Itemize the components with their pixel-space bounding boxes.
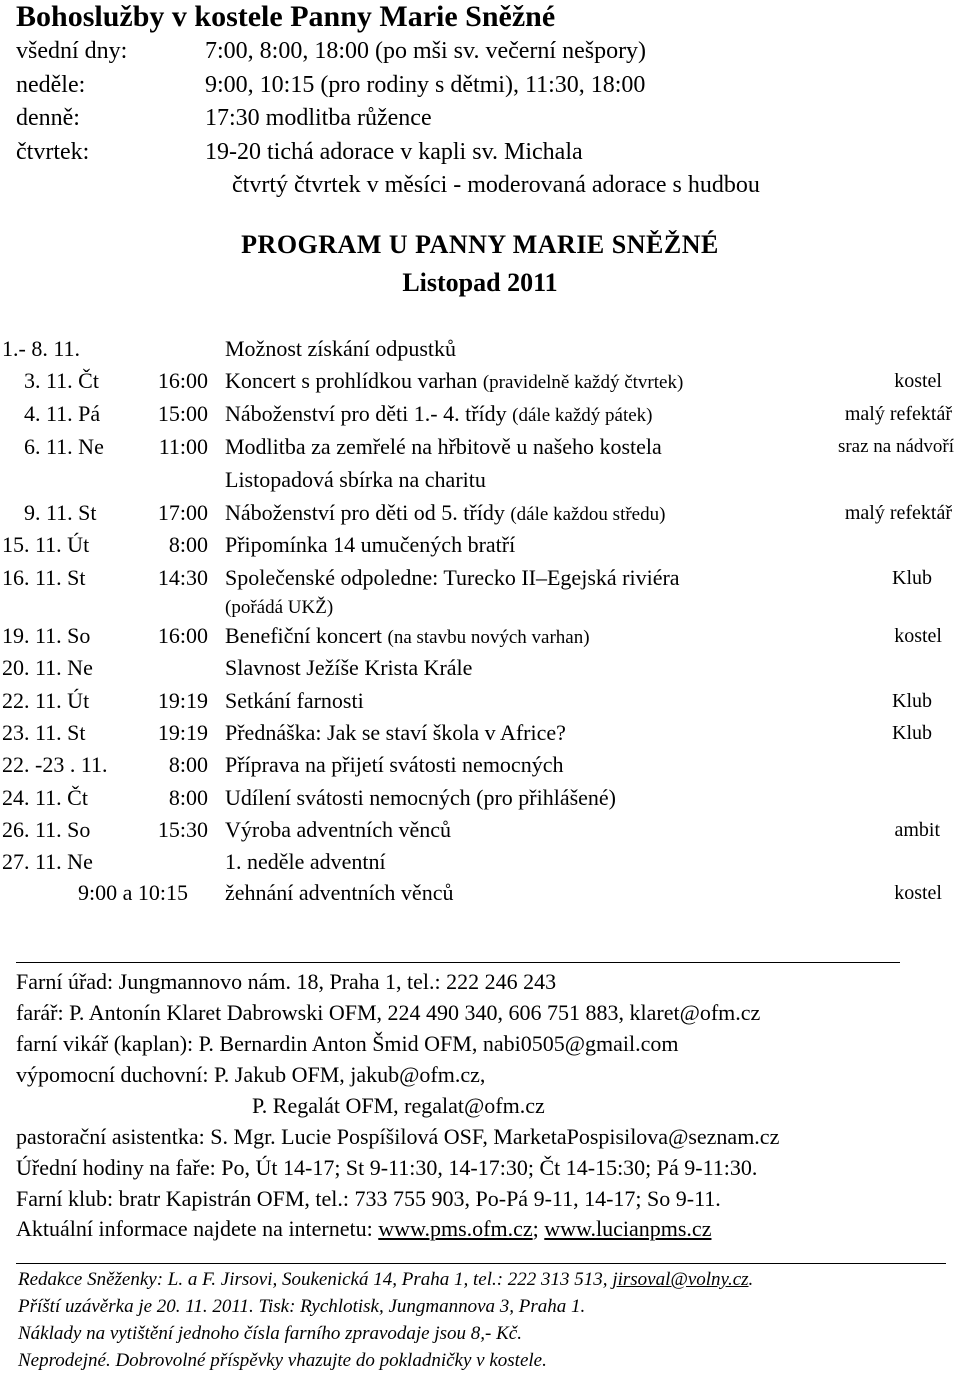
program-row	[0, 620, 960, 652]
program-row	[0, 685, 960, 717]
divider-line	[16, 1263, 946, 1264]
editorial-donations: Neprodejné. Dobrovolné příspěvky vhazujte do pokladničky v kostele.	[18, 1350, 547, 1371]
program-row	[0, 877, 960, 909]
row-date: 23. 11. St	[2, 720, 86, 745]
event-text: Náboženství pro děti 1.- 4. třídy	[225, 401, 513, 426]
row-time: 19:19	[157, 720, 208, 745]
event-note: (dále každý pátek)	[512, 405, 653, 426]
event-text: Slavnost Ježíše Krista Krále	[225, 655, 473, 680]
row-time: 8:00	[168, 785, 208, 810]
row-event	[225, 590, 333, 624]
program-row	[0, 333, 960, 365]
service-times-weekday: 7:00, 8:00, 18:00 (po mši sv. večerní nešpory)	[205, 38, 647, 64]
row-date: 16. 11. St	[2, 565, 86, 590]
service-times-daily: 17:30 modlitba růžence	[205, 105, 432, 131]
event-text: Příprava na přijetí svátosti nemocných	[225, 752, 564, 777]
row-time: 14:30	[157, 565, 208, 590]
web-info-text: Aktuální informace najdete na internetu:	[16, 1216, 379, 1241]
row-date: 19. 11. So	[2, 623, 91, 648]
row-event	[225, 877, 453, 909]
editorial-deadline: Příští uzávěrka je 20. 11. 2011. Tisk: Rychlotisk, Jungmannova 3, Praha 1.	[18, 1296, 586, 1317]
service-times-sunday: 9:00, 10:15 (pro rodiny s dětmi), 11:30, 18:00	[205, 72, 646, 98]
editorial-line	[18, 1267, 753, 1293]
row-date: 1.- 8. 11.	[2, 336, 81, 361]
row-event	[225, 398, 652, 432]
row-event	[225, 652, 472, 684]
office-hours: Úřední hodiny na faře: Po, Út 14-17; St 9-11:30, 14-17:30; Čt 14-15:30; Pá 9-11:30.	[16, 1155, 758, 1180]
divider-line	[16, 962, 900, 963]
row-time-range: 9:00 a 10:15	[78, 880, 188, 905]
program-row	[0, 749, 960, 781]
row-place: malý refektář	[844, 502, 952, 524]
service-extra-note: čtvrtý čtvrtek v měsíci - moderovaná adorace s hudbou	[232, 172, 760, 198]
web-info	[16, 1214, 711, 1244]
program-row	[0, 464, 960, 496]
event-text: Přednáška: Jak se staví škola v Africe?	[225, 720, 566, 745]
editorial-text-end: .	[748, 1269, 754, 1290]
program-row	[0, 590, 960, 622]
service-label-daily: denně:	[16, 105, 80, 131]
program-row	[0, 431, 960, 463]
event-text: Společenské odpoledne: Turecko II–Egejská riviéra	[225, 565, 680, 590]
row-time: 15:00	[157, 401, 208, 426]
row-date: 6. 11. Ne	[24, 434, 104, 459]
program-row	[0, 652, 960, 684]
row-event	[225, 333, 456, 365]
row-event	[225, 365, 683, 399]
row-time: 16:00	[157, 623, 208, 648]
row-event	[225, 814, 451, 846]
row-event	[225, 620, 590, 654]
event-text: Listopadová sbírka na charitu	[225, 467, 486, 492]
service-label-sunday: neděle:	[16, 72, 86, 98]
event-text: 1. neděle adventní	[225, 849, 386, 874]
event-note: (pořádá UKŽ)	[225, 597, 334, 618]
row-place: Klub	[892, 567, 932, 589]
program-row	[0, 365, 960, 397]
event-text: Připomínka 14 umučených bratří	[225, 532, 516, 557]
event-text: Benefiční koncert	[225, 623, 388, 648]
event-text: Setkání farnosti	[225, 688, 364, 713]
event-note: (na stavbu nových varhan)	[387, 627, 590, 648]
editorial-text: Redakce Sněženky: L. a F. Jirsovi, Soukenická 14, Praha 1, tel.: 222 313 513,	[18, 1269, 613, 1290]
row-time: 8:00	[168, 532, 208, 557]
service-label-thursday: čtvrtek:	[16, 139, 90, 165]
event-text: Výroba adventních věnců	[225, 817, 452, 842]
row-time: 15:30	[157, 817, 208, 842]
program-row	[0, 782, 960, 814]
row-place: kostel	[894, 370, 942, 392]
row-date: 22. 11. Út	[2, 688, 90, 713]
web-link-separator: ;	[532, 1216, 545, 1241]
web-link-pms[interactable]: www.pms.ofm.cz	[378, 1216, 533, 1241]
event-text: Koncert s prohlídkou varhan	[225, 368, 483, 393]
row-time: 16:00	[157, 368, 208, 393]
row-date: 26. 11. So	[2, 817, 91, 842]
program-row	[0, 814, 960, 846]
event-note: (dále každou středu)	[510, 504, 666, 525]
row-date: 9. 11. St	[24, 500, 97, 525]
row-time: 8:00	[168, 752, 208, 777]
event-text: žehnání adventních věnců	[225, 880, 454, 905]
row-time: 11:00	[158, 434, 208, 459]
row-event	[225, 717, 566, 749]
program-row	[0, 529, 960, 561]
program-row	[0, 497, 960, 529]
row-event	[225, 529, 515, 561]
contact-pastoral-assistant: pastorační asistentka: S. Mgr. Lucie Pospíšilová OSF, MarketaPospisilova@seznam.cz	[16, 1124, 780, 1149]
editorial-email-link[interactable]: jirsoval@volny.cz	[612, 1269, 749, 1290]
program-title: PROGRAM U PANNY MARIE SNĚŽNÉ	[241, 230, 719, 259]
row-event	[225, 431, 662, 463]
row-date: 24. 11. Čt	[2, 785, 88, 810]
program-row	[0, 717, 960, 749]
service-times-thursday: 19-20 tichá adorace v kapli sv. Michala	[205, 139, 583, 165]
event-text: Náboženství pro děti od 5. třídy	[225, 500, 511, 525]
contact-pastor: farář: P. Antonín Klaret Dabrowski OFM, 224 490 340, 606 751 883, klaret@ofm.cz	[16, 1000, 761, 1025]
program-row	[0, 846, 960, 878]
row-place: kostel	[894, 625, 942, 647]
row-date: 4. 11. Pá	[24, 401, 101, 426]
contact-assistant-priest: výpomocní duchovní: P. Jakub OFM, jakub@ofm.cz,	[16, 1062, 486, 1087]
row-date: 27. 11. Ne	[2, 849, 93, 874]
page-title: Bohoslužby v kostele Panny Marie Sněžné	[16, 0, 556, 33]
row-place: ambit	[894, 819, 940, 841]
parish-club: Farní klub: bratr Kapistrán OFM, tel.: 733 755 903, Po-Pá 9-11, 14-17; So 9-11.	[16, 1186, 721, 1211]
program-row	[0, 398, 960, 430]
contact-parish-office: Farní úřad: Jungmannovo nám. 18, Praha 1, tel.: 222 246 243	[16, 969, 557, 994]
row-time: 17:00	[157, 500, 208, 525]
event-text: Modlitba za zemřelé na hřbitově u našeho kostela	[225, 434, 662, 459]
row-place: Klub	[892, 690, 932, 712]
row-place: malý refektář	[844, 403, 952, 425]
service-label-weekday: všední dny:	[16, 38, 128, 64]
program-month: Listopad 2011	[402, 268, 558, 297]
row-event	[225, 846, 386, 878]
row-date: 3. 11. Čt	[24, 368, 99, 393]
event-note: (pravidelně každý čtvrtek)	[482, 372, 684, 393]
row-place: kostel	[894, 882, 942, 904]
event-text: Možnost získání odpustků	[225, 336, 456, 361]
row-time: 19:19	[157, 688, 208, 713]
web-link-lucianpms[interactable]: www.lucianpms.cz	[544, 1216, 712, 1241]
row-place: Klub	[892, 722, 932, 744]
contact-vicar: farní vikář (kaplan): P. Bernardin Anton Šmid OFM, nabi0505@gmail.com	[16, 1031, 679, 1056]
row-date: 15. 11. Út	[2, 532, 90, 557]
row-event	[225, 497, 665, 531]
row-event	[225, 464, 486, 496]
row-date: 22. -23 . 11.	[2, 752, 108, 777]
row-event	[225, 782, 616, 814]
event-text: Udílení svátosti nemocných (pro přihlášené)	[225, 785, 617, 810]
row-event	[225, 749, 563, 781]
row-date: 20. 11. Ne	[2, 655, 93, 680]
row-place: sraz na nádvoří	[837, 436, 954, 457]
contact-assistant-priest-2: P. Regalát OFM, regalat@ofm.cz	[252, 1093, 545, 1118]
editorial-costs: Náklady na vytištění jednoho čísla farního zpravodaje jsou 8,- Kč.	[18, 1323, 522, 1344]
row-event	[225, 685, 364, 717]
